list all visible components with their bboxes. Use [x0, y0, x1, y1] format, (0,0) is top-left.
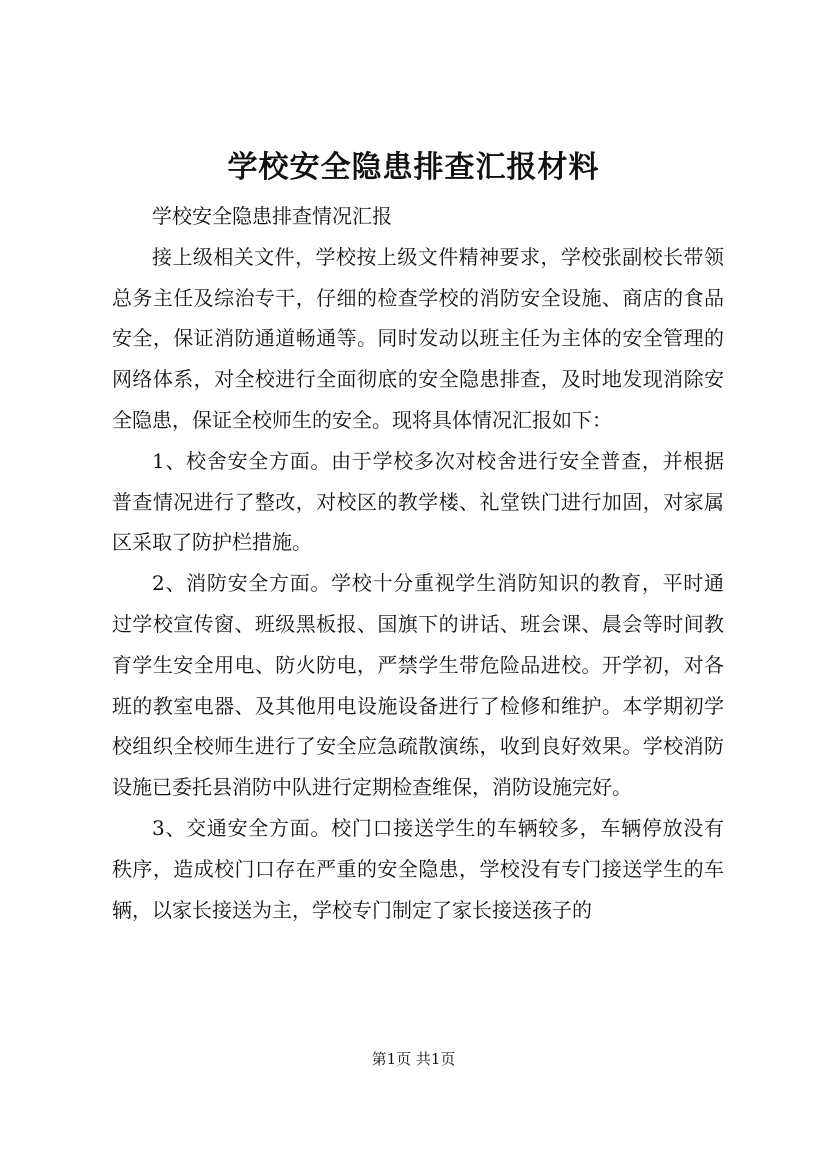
page-footer: 第1页 共1页	[371, 1050, 456, 1068]
document-title: 学校安全隐患排查汇报材料	[227, 150, 600, 185]
paragraph-school-building-safety: 1、校舍安全方面。由于学校多次对校舍进行安全普查，并根据普查情况进行了整改，对校区的教学楼、礼堂铁门进行加固，对家属区采取了防护栏措施。	[112, 448, 724, 555]
document-subtitle: 学校安全隐患排查情况汇报	[152, 204, 392, 228]
paragraph-fire-safety: 2、消防安全方面。学校十分重视学生消防知识的教育，平时通过学校宣传窗、班级黑板报、国旗下的讲话、班会课、晨会等时间教育学生安全用电、防火防电，严禁学生带危险品进校。开学初，对各班的教室电器、及其他用电设施设备进行了检修和维护。本学期初学校组织全校师生进行了安全应急疏散演练，收到良好效果。学校消防设施已委托县消防中队进行定期检查维保，消防设施完好。	[112, 571, 724, 800]
document-body	[112, 196, 724, 930]
paragraph-traffic-safety: 3、交通安全方面。校门口接送学生的车辆较多，车辆停放没有秩序，造成校门口存在严重的安全隐患，学校没有专门接送学生的车辆，以家长接送为主，学校专门制定了家长接送孩子的	[112, 815, 724, 922]
paragraph-intro: 接上级相关文件，学校按上级文件精神要求，学校张副校长带领总务主任及综治专干，仔细的检查学校的消防安全设施、商店的食品安全，保证消防通道畅通等。同时发动以班主任为主体的安全管理的网络体系，对全校进行全面彻底的安全隐患排查，及时地发现消除安全隐患，保证全校师生的安全。现将具体情况汇报如下：	[112, 244, 724, 432]
